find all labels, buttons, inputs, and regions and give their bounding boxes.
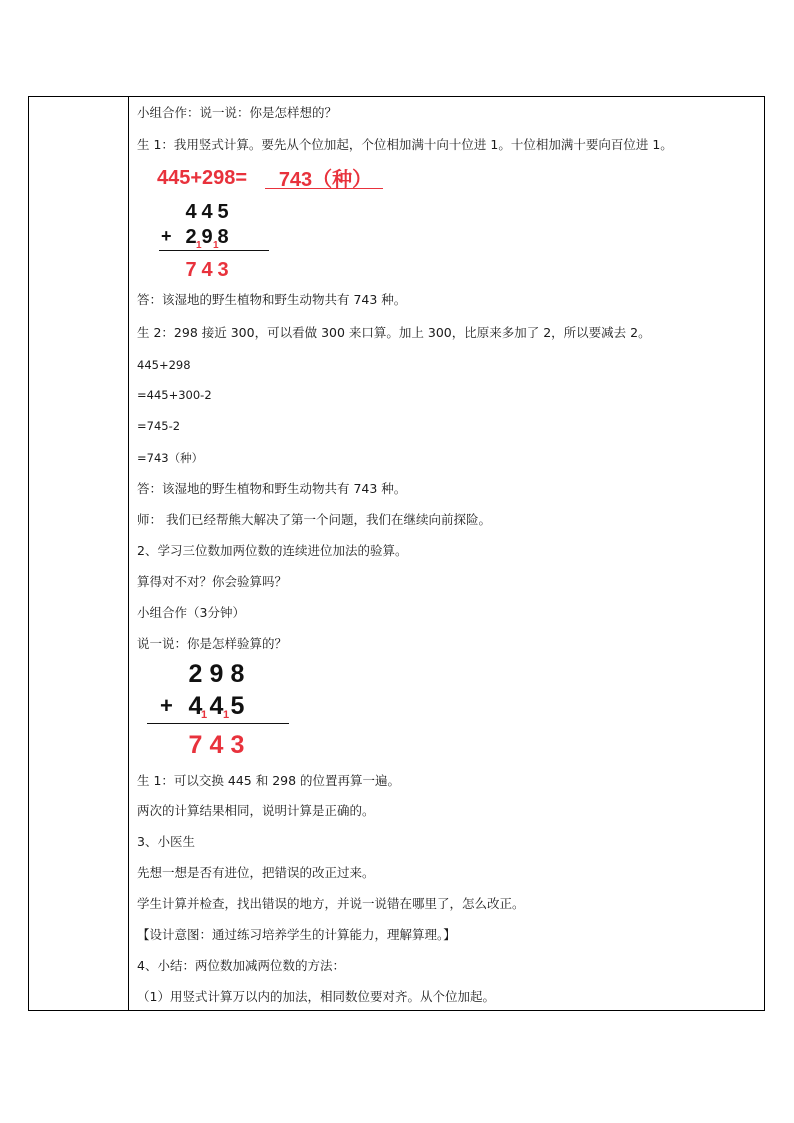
carry-mark: 1 — [213, 240, 219, 251]
calc2-result — [185, 731, 248, 760]
text-line: =445+300-2 — [137, 388, 212, 402]
digit: 7 — [188, 731, 203, 759]
text-line: 445+298 — [137, 358, 191, 372]
digit: 5 — [217, 201, 229, 223]
text-line: 学生计算并检查，找出错误的地方，并说一说错在哪里了，怎么改正。 — [137, 896, 525, 911]
text-line: 4、小结：两位数加减两位数的方法： — [137, 958, 345, 973]
calc1-line — [159, 250, 269, 251]
text-line: 先想一想是否有进位，把错误的改正过来。 — [137, 865, 375, 880]
digit: 9 — [209, 660, 224, 688]
carry-mark: 1 — [201, 709, 208, 721]
equation-answer: 743（种） — [278, 169, 373, 191]
column-divider — [128, 97, 129, 1010]
text-line: 小组合作：说一说：你是怎样想的？ — [137, 105, 338, 120]
digit: 4 — [188, 692, 203, 720]
digit: 2 — [185, 226, 197, 248]
text-line: 答：该湿地的野生植物和野生动物共有 743 种。 — [137, 481, 407, 496]
text-line: 师： 我们已经帮熊大解决了第一个问题，我们在继续向前探险。 — [137, 512, 491, 527]
equation-underline — [265, 188, 383, 189]
text-line: 小组合作（3分钟） — [137, 605, 245, 620]
calc2-bottom — [185, 692, 248, 721]
calc2-operator: + — [160, 693, 173, 718]
carry-mark: 1 — [223, 709, 230, 721]
text-line: =745-2 — [137, 419, 181, 433]
digit: 7 — [185, 259, 197, 281]
lesson-table — [28, 96, 765, 1011]
digit: 4 — [185, 201, 197, 223]
digit: 2 — [188, 660, 203, 688]
digit: 8 — [217, 226, 229, 248]
digit: 9 — [201, 226, 213, 248]
text-line: 生 1：可以交换 445 和 298 的位置再算一遍。 — [137, 773, 401, 788]
equation-expression: 445+298= — [157, 167, 248, 189]
text-line: 生 1：我用竖式计算。要先从个位加起，个位相加满十向十位进 1。十位相加满十要向百位进 1。 — [137, 137, 673, 152]
text-line: 答：该湿地的野生植物和野生动物共有 743 种。 — [137, 292, 407, 307]
digit: 4 — [201, 259, 213, 281]
digit: 4 — [209, 692, 224, 720]
text-line: 算得对不对？你会验算吗？ — [137, 574, 288, 589]
digit: 4 — [209, 731, 224, 759]
digit: 8 — [230, 660, 245, 688]
calc1-operator: + — [161, 226, 172, 246]
digit: 5 — [230, 692, 245, 720]
carry-mark: 1 — [196, 240, 202, 251]
calc1-top — [183, 201, 231, 224]
digit: 3 — [217, 259, 229, 281]
calc1-bottom — [183, 226, 231, 249]
text-line: （1）用竖式计算万以内的加法，相同数位要对齐。从个位加起。 — [137, 989, 495, 1004]
calc1-result — [183, 259, 231, 282]
text-line: 2、学习三位数加两位数的连续进位加法的验算。 — [137, 543, 408, 558]
text-line: 生 2：298 接近 300，可以看做 300 来口算。加上 300，比原来多加了 2，所以要减去 2。 — [137, 325, 651, 340]
calc2-line — [147, 723, 289, 724]
text-line: 两次的计算结果相同，说明计算是正确的。 — [137, 803, 375, 818]
text-line: 3、小医生 — [137, 834, 195, 849]
text-line: 【设计意图：通过练习培养学生的计算能力，理解算理。】 — [137, 927, 456, 942]
calc2-top — [185, 660, 248, 689]
text-line: 说一说：你是怎样验算的？ — [137, 636, 288, 651]
text-line: =743（种） — [137, 451, 204, 465]
digit: 3 — [230, 731, 245, 759]
digit: 4 — [201, 201, 213, 223]
